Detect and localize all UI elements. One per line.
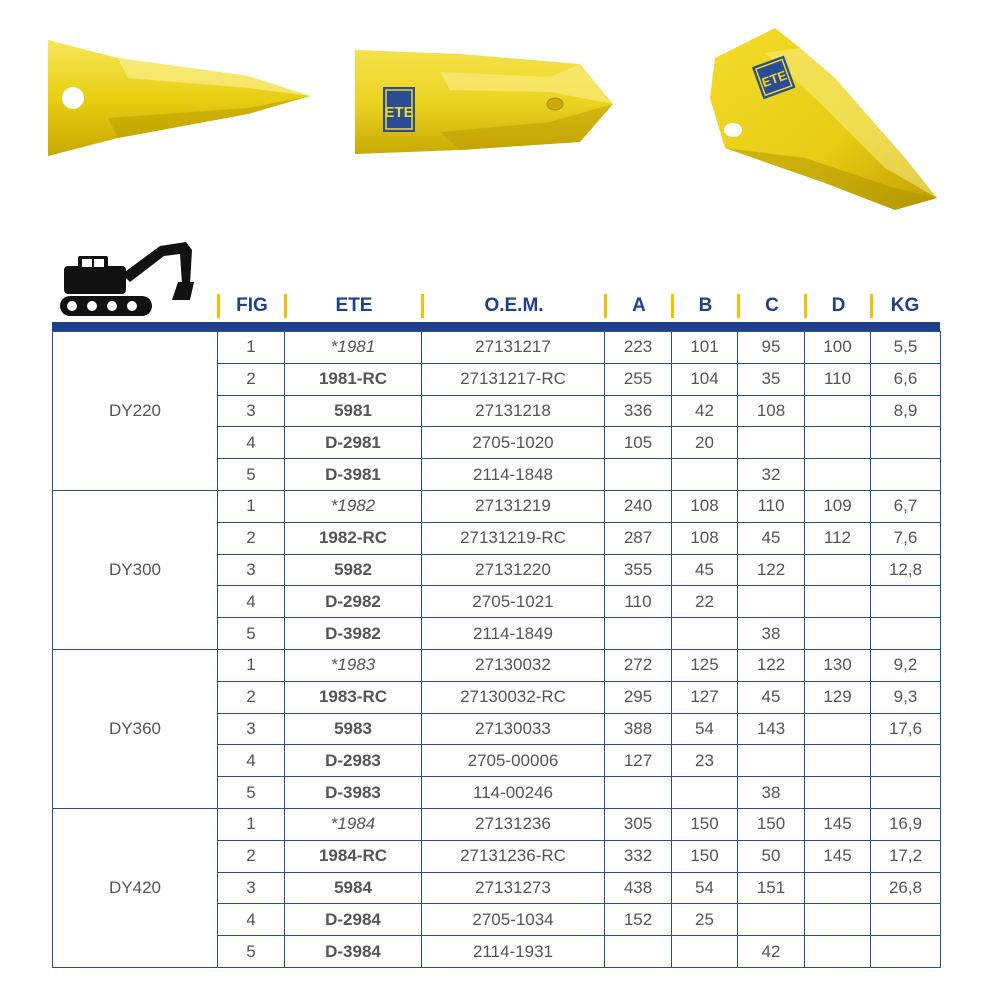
oem-cell: 2705-1034 (422, 904, 605, 936)
fig-cell: 3 (218, 872, 285, 904)
fig-cell: 5 (218, 618, 285, 650)
oem-cell: 27131219 (422, 490, 605, 522)
a-cell: 223 (605, 332, 672, 364)
kg-cell: 9,3 (871, 681, 941, 713)
kg-cell: 17,2 (871, 840, 941, 872)
b-cell: 108 (672, 490, 738, 522)
a-cell: 287 (605, 522, 672, 554)
b-cell: 125 (672, 649, 738, 681)
ete-cell: D-2984 (285, 904, 422, 936)
d-cell (805, 904, 871, 936)
d-cell (805, 395, 871, 427)
fig-cell: 1 (218, 649, 285, 681)
c-cell: 32 (738, 459, 805, 491)
table-header (0, 290, 1000, 322)
c-cell: 122 (738, 649, 805, 681)
d-cell (805, 459, 871, 491)
c-cell: 38 (738, 777, 805, 809)
c-cell: 122 (738, 554, 805, 586)
d-cell (805, 936, 871, 968)
kg-cell (871, 459, 941, 491)
c-cell (738, 427, 805, 459)
a-cell: 105 (605, 427, 672, 459)
kg-cell: 7,6 (871, 522, 941, 554)
kg-cell (871, 936, 941, 968)
kg-cell: 6,6 (871, 363, 941, 395)
c-cell: 35 (738, 363, 805, 395)
a-cell: 305 (605, 808, 672, 840)
ete-cell: *1981 (285, 332, 422, 364)
col-header-d: D (831, 295, 846, 316)
fig-cell: 4 (218, 427, 285, 459)
b-cell (672, 459, 738, 491)
model-cell: DY300 (53, 490, 218, 649)
ete-cell: *1984 (285, 808, 422, 840)
a-cell (605, 936, 672, 968)
d-cell: 130 (805, 649, 871, 681)
ete-cell: 1983-RC (285, 681, 422, 713)
svg-text:ETE: ETE (759, 67, 789, 91)
ete-cell: 5984 (285, 872, 422, 904)
oem-cell: 27130033 (422, 713, 605, 745)
b-cell: 54 (672, 872, 738, 904)
d-cell: 110 (805, 363, 871, 395)
b-cell: 42 (672, 395, 738, 427)
b-cell: 45 (672, 554, 738, 586)
d-cell (805, 586, 871, 618)
oem-cell: 2705-1020 (422, 427, 605, 459)
ete-logo-text: ETE (384, 104, 414, 121)
c-cell: 110 (738, 490, 805, 522)
fig-cell: 5 (218, 777, 285, 809)
ete-cell: D-3984 (285, 936, 422, 968)
ete-cell: 1981-RC (285, 363, 422, 395)
b-cell: 101 (672, 332, 738, 364)
col-header-fig: FIG (236, 295, 268, 316)
d-cell (805, 872, 871, 904)
oem-cell: 114-00246 (422, 777, 605, 809)
a-cell: 388 (605, 713, 672, 745)
fig-cell: 2 (218, 681, 285, 713)
fig-cell: 4 (218, 904, 285, 936)
kg-cell: 12,8 (871, 554, 941, 586)
kg-cell: 5,5 (871, 332, 941, 364)
fig-cell: 1 (218, 808, 285, 840)
d-cell: 145 (805, 840, 871, 872)
oem-cell: 27130032-RC (422, 681, 605, 713)
tooth-perspective-view-image (705, 18, 940, 213)
ete-cell: D-2982 (285, 586, 422, 618)
d-cell: 145 (805, 808, 871, 840)
a-cell: 240 (605, 490, 672, 522)
ete-cell: D-2981 (285, 427, 422, 459)
fig-cell: 1 (218, 332, 285, 364)
b-cell: 20 (672, 427, 738, 459)
d-cell (805, 777, 871, 809)
fig-cell: 3 (218, 554, 285, 586)
oem-cell: 27131217-RC (422, 363, 605, 395)
kg-cell (871, 618, 941, 650)
kg-cell: 9,2 (871, 649, 941, 681)
col-header-oem: O.E.M. (484, 295, 544, 316)
table-row (53, 649, 941, 681)
c-cell: 95 (738, 332, 805, 364)
a-cell: 355 (605, 554, 672, 586)
d-cell (805, 713, 871, 745)
kg-cell (871, 745, 941, 777)
b-cell: 25 (672, 904, 738, 936)
model-cell: DY360 (53, 649, 218, 808)
c-cell: 42 (738, 936, 805, 968)
kg-cell: 6,7 (871, 490, 941, 522)
oem-cell: 2114-1849 (422, 618, 605, 650)
b-cell (672, 618, 738, 650)
ete-cell: *1983 (285, 649, 422, 681)
ete-cell: 1984-RC (285, 840, 422, 872)
oem-cell: 27131273 (422, 872, 605, 904)
a-cell: 110 (605, 586, 672, 618)
c-cell: 108 (738, 395, 805, 427)
c-cell (738, 586, 805, 618)
d-cell (805, 745, 871, 777)
c-cell: 143 (738, 713, 805, 745)
d-cell: 112 (805, 522, 871, 554)
tooth-top-view-image (350, 42, 615, 162)
ete-cell: D-2983 (285, 745, 422, 777)
d-cell (805, 618, 871, 650)
ete-cell: 5983 (285, 713, 422, 745)
ete-cell: 5981 (285, 395, 422, 427)
col-header-ete: ETE (335, 295, 373, 316)
fig-cell: 4 (218, 745, 285, 777)
model-cell: DY220 (53, 332, 218, 491)
b-cell: 150 (672, 840, 738, 872)
fig-cell: 3 (218, 713, 285, 745)
b-cell: 127 (672, 681, 738, 713)
a-cell (605, 618, 672, 650)
c-cell (738, 904, 805, 936)
col-header-kg: KG (890, 295, 920, 316)
oem-cell: 27131219-RC (422, 522, 605, 554)
col-header-a: A (632, 295, 646, 316)
oem-cell: 27131236 (422, 808, 605, 840)
table-row (53, 490, 941, 522)
kg-cell (871, 904, 941, 936)
d-cell: 109 (805, 490, 871, 522)
c-cell: 151 (738, 872, 805, 904)
oem-cell: 27131220 (422, 554, 605, 586)
spec-table (52, 331, 941, 968)
oem-cell: 2705-1021 (422, 586, 605, 618)
kg-cell (871, 777, 941, 809)
c-cell (738, 745, 805, 777)
a-cell: 438 (605, 872, 672, 904)
ete-cell: D-3982 (285, 618, 422, 650)
oem-cell: 2114-1931 (422, 936, 605, 968)
oem-cell: 27131218 (422, 395, 605, 427)
d-cell (805, 427, 871, 459)
fig-cell: 4 (218, 586, 285, 618)
col-header-c: C (765, 295, 779, 316)
fig-cell: 2 (218, 363, 285, 395)
b-cell: 54 (672, 713, 738, 745)
tooth-side-view-image (48, 38, 313, 158)
oem-cell: 27131217 (422, 332, 605, 364)
fig-cell: 3 (218, 395, 285, 427)
ete-cell: 5982 (285, 554, 422, 586)
fig-cell: 2 (218, 840, 285, 872)
c-cell: 45 (738, 681, 805, 713)
a-cell (605, 777, 672, 809)
table-row (53, 808, 941, 840)
b-cell (672, 936, 738, 968)
a-cell (605, 459, 672, 491)
b-cell: 104 (672, 363, 738, 395)
oem-cell: 27130032 (422, 649, 605, 681)
kg-cell (871, 427, 941, 459)
a-cell: 255 (605, 363, 672, 395)
ete-cell: D-3981 (285, 459, 422, 491)
d-cell: 100 (805, 332, 871, 364)
oem-cell: 27131236-RC (422, 840, 605, 872)
a-cell: 332 (605, 840, 672, 872)
b-cell: 150 (672, 808, 738, 840)
ete-cell: 1982-RC (285, 522, 422, 554)
col-header-b: B (698, 295, 713, 316)
kg-cell: 16,9 (871, 808, 941, 840)
oem-cell: 2114-1848 (422, 459, 605, 491)
b-cell (672, 777, 738, 809)
kg-cell: 17,6 (871, 713, 941, 745)
a-cell: 272 (605, 649, 672, 681)
fig-cell: 5 (218, 936, 285, 968)
b-cell: 22 (672, 586, 738, 618)
fig-cell: 2 (218, 522, 285, 554)
ete-cell: *1982 (285, 490, 422, 522)
header-bar (52, 322, 940, 331)
kg-cell: 8,9 (871, 395, 941, 427)
c-cell: 150 (738, 808, 805, 840)
a-cell: 152 (605, 904, 672, 936)
c-cell: 45 (738, 522, 805, 554)
ete-cell: D-3983 (285, 777, 422, 809)
a-cell: 295 (605, 681, 672, 713)
c-cell: 50 (738, 840, 805, 872)
d-cell: 129 (805, 681, 871, 713)
fig-cell: 1 (218, 490, 285, 522)
table-row (53, 332, 941, 364)
b-cell: 23 (672, 745, 738, 777)
d-cell (805, 554, 871, 586)
c-cell: 38 (738, 618, 805, 650)
model-cell: DY420 (53, 808, 218, 967)
kg-cell: 26,8 (871, 872, 941, 904)
kg-cell (871, 586, 941, 618)
b-cell: 108 (672, 522, 738, 554)
fig-cell: 5 (218, 459, 285, 491)
a-cell: 127 (605, 745, 672, 777)
a-cell: 336 (605, 395, 672, 427)
oem-cell: 2705-00006 (422, 745, 605, 777)
